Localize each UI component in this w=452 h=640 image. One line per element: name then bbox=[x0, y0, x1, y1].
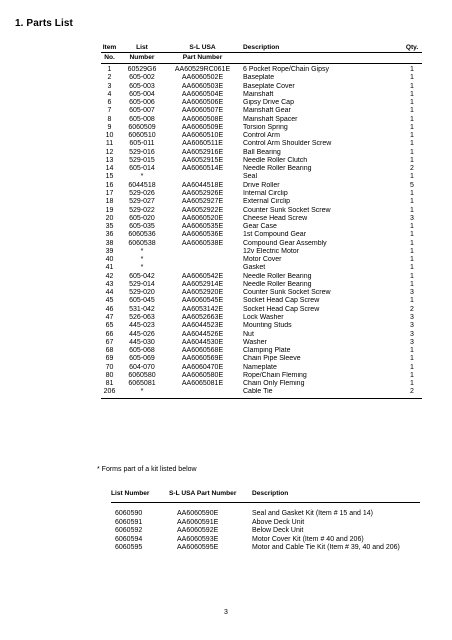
cell-description: Gasket bbox=[243, 264, 266, 272]
cell-item-no: 20 bbox=[105, 214, 114, 222]
cell-item-no: 39 bbox=[105, 247, 114, 255]
cell-slusa-part: AA6060536E bbox=[181, 231, 224, 239]
cell-qty: 1 bbox=[410, 256, 414, 264]
kit-header-description: Description bbox=[252, 490, 420, 503]
cell-list-number: 605-069 bbox=[129, 355, 155, 363]
cell-list-number: 605-008 bbox=[129, 115, 155, 123]
cell-slusa-part: AA6052927E bbox=[181, 198, 224, 206]
table-row bbox=[101, 190, 422, 198]
cell-slusa-part: AA6053142E bbox=[181, 305, 224, 313]
cell-item-no: 4 bbox=[107, 90, 112, 98]
cell-qty: 5 bbox=[410, 181, 414, 189]
cell-list-number: 529-016 bbox=[129, 148, 155, 156]
table-row bbox=[101, 91, 422, 99]
cell-description: Baseplate Cover bbox=[243, 82, 295, 90]
cell-list-number: 529-022 bbox=[129, 206, 155, 214]
table-row bbox=[111, 527, 420, 535]
cell-qty: 1 bbox=[410, 264, 414, 272]
cell-item-no: 69 bbox=[105, 355, 114, 363]
table-row bbox=[101, 116, 422, 124]
cell-item-no: 42 bbox=[105, 272, 114, 280]
kit-cell-list-number: 6060591 bbox=[115, 518, 143, 526]
cell-item-no: 12 bbox=[105, 148, 114, 156]
cell-item-no: 19 bbox=[105, 206, 114, 214]
table-row bbox=[101, 372, 422, 380]
cell-description: Lock Washer bbox=[243, 313, 284, 321]
table-row bbox=[101, 331, 422, 339]
cell-list-number: 529-027 bbox=[129, 198, 155, 206]
cell-slusa-part: AA60529RC061E bbox=[174, 66, 231, 73]
cell-slusa-part: AA6052914E bbox=[181, 280, 224, 288]
cell-qty: 3 bbox=[410, 338, 414, 346]
kit-cell-list-number: 6060595 bbox=[115, 544, 143, 552]
kit-cell-list-number: 6060590 bbox=[115, 510, 143, 518]
cell-list-number: * bbox=[140, 388, 144, 396]
cell-description: Nameplate bbox=[243, 363, 277, 371]
table-row bbox=[101, 306, 422, 314]
cell-item-no: 47 bbox=[105, 313, 114, 321]
table-row bbox=[101, 132, 422, 140]
cell-list-number: 6060538 bbox=[128, 239, 156, 247]
kit-cell-slusa-part: AA6060591E bbox=[177, 518, 219, 526]
kit-cell-description: Above Deck Unit bbox=[252, 518, 305, 526]
cell-item-no: 2 bbox=[107, 74, 112, 82]
table-row bbox=[101, 198, 422, 206]
cell-slusa-part bbox=[166, 388, 239, 398]
cell-item-no: 6 bbox=[107, 99, 112, 107]
cell-slusa-part: AA6060509E bbox=[181, 123, 224, 131]
table-row bbox=[101, 297, 422, 305]
cell-list-number: * bbox=[140, 173, 144, 181]
cell-item-no: 43 bbox=[105, 280, 114, 288]
cell-slusa-part: AA6060569E bbox=[181, 355, 224, 363]
cell-item-no: 45 bbox=[105, 297, 114, 305]
cell-slusa-part: AA6060580E bbox=[181, 371, 224, 379]
cell-slusa-part: AA6052926E bbox=[181, 189, 224, 197]
cell-item-no: 13 bbox=[105, 156, 114, 164]
cell-slusa-part: AA6060506E bbox=[181, 99, 224, 107]
table-row bbox=[101, 124, 422, 132]
cell-slusa-part: AA6044526E bbox=[181, 330, 224, 338]
table-row bbox=[101, 182, 422, 190]
cell-item-no: 17 bbox=[105, 189, 114, 197]
cell-slusa-part: AA6060503E bbox=[181, 82, 224, 90]
cell-item-no: 206 bbox=[103, 388, 116, 396]
cell-slusa-part: AA6060535E bbox=[181, 223, 224, 231]
cell-list-number: 605-014 bbox=[129, 165, 155, 173]
cell-list-number: 445-026 bbox=[129, 330, 155, 338]
cell-qty: 2 bbox=[410, 165, 414, 173]
cell-description: Gipsy Drive Cap bbox=[243, 99, 294, 107]
cell-slusa-part: AA6044518E bbox=[181, 181, 224, 189]
cell-slusa-part bbox=[166, 248, 239, 256]
cell-list-number: 529-015 bbox=[129, 156, 155, 164]
cell-list-number: * bbox=[140, 247, 144, 255]
cell-qty: 1 bbox=[410, 66, 414, 73]
header-qty-sub bbox=[402, 53, 422, 64]
cell-item-no: 9 bbox=[107, 123, 112, 131]
kit-cell-slusa-part: AA6060590E bbox=[177, 510, 219, 518]
table-row bbox=[101, 64, 422, 75]
cell-slusa-part: AA6060538E bbox=[181, 239, 224, 247]
cell-description: Control Arm Shoulder Screw bbox=[243, 140, 332, 148]
cell-description: Needle Roller Bearing bbox=[243, 272, 312, 280]
table-row bbox=[111, 536, 420, 544]
table-row bbox=[111, 519, 420, 527]
cell-list-number: 6060509 bbox=[128, 123, 156, 131]
cell-qty: 1 bbox=[410, 148, 414, 156]
cell-list-number: 604-070 bbox=[129, 363, 155, 371]
cell-item-no: 8 bbox=[107, 115, 112, 123]
cell-qty: 1 bbox=[410, 90, 414, 98]
cell-list-number: 605-042 bbox=[129, 272, 155, 280]
cell-qty: 1 bbox=[410, 280, 414, 288]
cell-description: Motor Cover bbox=[243, 256, 282, 264]
page-number: 3 bbox=[224, 609, 228, 616]
table-row bbox=[101, 140, 422, 148]
table-row bbox=[101, 364, 422, 372]
header-description: Description bbox=[239, 43, 402, 53]
cell-description: Mainshaft Spacer bbox=[243, 115, 298, 123]
cell-item-no: 46 bbox=[105, 305, 114, 313]
table-row bbox=[101, 264, 422, 272]
cell-slusa-part bbox=[166, 173, 239, 181]
cell-qty: 1 bbox=[410, 132, 414, 140]
cell-description: Socket Head Cap Screw bbox=[243, 297, 320, 305]
cell-list-number: 526-063 bbox=[129, 313, 155, 321]
cell-item-no: 14 bbox=[105, 165, 114, 173]
table-row bbox=[111, 544, 420, 552]
kit-header-list: List Number bbox=[111, 490, 169, 503]
table-row bbox=[101, 149, 422, 157]
cell-qty: 1 bbox=[410, 82, 414, 90]
cell-slusa-part: AA6060470E bbox=[181, 363, 224, 371]
cell-qty: 2 bbox=[410, 388, 414, 396]
cell-description: Gear Case bbox=[243, 223, 277, 231]
cell-list-number: * bbox=[140, 256, 144, 264]
cell-item-no: 15 bbox=[105, 173, 114, 181]
cell-item-no: 66 bbox=[105, 330, 114, 338]
table-row bbox=[101, 240, 422, 248]
cell-list-number: 605-035 bbox=[129, 223, 155, 231]
cell-description: 1st Compound Gear bbox=[243, 231, 307, 239]
cell-description: Control Arm bbox=[243, 132, 280, 140]
header-description-sub bbox=[239, 53, 402, 64]
cell-slusa-part: AA6065081E bbox=[181, 380, 224, 388]
header-list: List bbox=[118, 43, 166, 53]
cell-qty: 1 bbox=[410, 115, 414, 123]
table-row bbox=[101, 74, 422, 82]
table-row bbox=[101, 248, 422, 256]
cell-description: Needle Roller Bearing bbox=[243, 280, 312, 288]
cell-qty: 3 bbox=[410, 214, 414, 222]
cell-description: 6 Pocket Rope/Chain Gipsy bbox=[243, 66, 329, 73]
table-row bbox=[101, 173, 422, 181]
cell-qty: 1 bbox=[410, 380, 414, 388]
kit-cell-description: Motor and Cable Tie Kit (Item # 39, 40 and 206) bbox=[252, 544, 400, 552]
cell-description: Chain Only Fleming bbox=[243, 380, 305, 388]
cell-list-number: 605-068 bbox=[129, 347, 155, 355]
cell-qty: 3 bbox=[410, 289, 414, 297]
cell-list-number: 445-030 bbox=[129, 338, 155, 346]
cell-qty: 1 bbox=[410, 355, 414, 363]
cell-item-no: 35 bbox=[105, 223, 114, 231]
cell-list-number: 605-007 bbox=[129, 107, 155, 115]
cell-qty: 1 bbox=[410, 272, 414, 280]
kit-cell-description: Seal and Gasket Kit (Item # 15 and 14) bbox=[252, 510, 374, 518]
cell-list-number: 6060580 bbox=[128, 371, 156, 379]
cell-slusa-part: AA6060502E bbox=[181, 74, 224, 82]
cell-list-number: 605-045 bbox=[129, 297, 155, 305]
cell-item-no: 41 bbox=[105, 264, 114, 272]
cell-description: Socket Head Cap Screw bbox=[243, 305, 320, 313]
cell-qty: 1 bbox=[410, 107, 414, 115]
table-row bbox=[101, 223, 422, 231]
cell-list-number: 605-020 bbox=[129, 214, 155, 222]
cell-list-number: 605-011 bbox=[129, 140, 155, 148]
header-slusa-sub: Part Number bbox=[166, 53, 239, 64]
cell-qty: 1 bbox=[410, 223, 414, 231]
cell-list-number: * bbox=[140, 264, 144, 272]
cell-qty: 1 bbox=[410, 206, 414, 214]
section-heading: 1. Parts List bbox=[15, 18, 73, 29]
cell-item-no: 16 bbox=[105, 181, 114, 189]
table-row bbox=[101, 322, 422, 330]
table-row bbox=[101, 207, 422, 215]
cell-list-number: 605-006 bbox=[129, 99, 155, 107]
cell-list-number: 605-004 bbox=[129, 90, 155, 98]
table-row bbox=[101, 380, 422, 388]
cell-list-number: 60529G6 bbox=[127, 66, 157, 73]
cell-qty: 1 bbox=[410, 239, 414, 247]
cell-qty: 1 bbox=[410, 74, 414, 82]
kit-cell-slusa-part: AA6060593E bbox=[177, 535, 219, 543]
cell-list-number: 6060510 bbox=[128, 132, 156, 140]
cell-qty: 3 bbox=[410, 313, 414, 321]
cell-description: Internal Circlip bbox=[243, 189, 288, 197]
cell-qty: 1 bbox=[410, 140, 414, 148]
cell-description: Ball Bearing bbox=[243, 148, 281, 156]
cell-description: Needle Roller Bearing bbox=[243, 165, 312, 173]
cell-slusa-part: AA6052920E bbox=[181, 289, 224, 297]
cell-description: Torsion Spring bbox=[243, 123, 288, 131]
kit-cell-description: Below Deck Unit bbox=[252, 527, 304, 535]
kit-cell-description: Motor Cover Kit (Item # 40 and 206) bbox=[252, 535, 364, 543]
cell-slusa-part: AA6060508E bbox=[181, 115, 224, 123]
table-row bbox=[101, 165, 422, 173]
table-row bbox=[101, 107, 422, 115]
cell-slusa-part: AA6052915E bbox=[181, 156, 224, 164]
cell-description: Drive Roller bbox=[243, 181, 280, 189]
table-row bbox=[101, 281, 422, 289]
cell-list-number: 529-020 bbox=[129, 289, 155, 297]
table-row bbox=[101, 347, 422, 355]
cell-qty: 1 bbox=[410, 363, 414, 371]
kit-cell-slusa-part: AA6060592E bbox=[177, 527, 219, 535]
table-row bbox=[101, 231, 422, 239]
cell-list-number: 531-042 bbox=[129, 305, 155, 313]
cell-qty: 3 bbox=[410, 330, 414, 338]
cell-description: Mounting Studs bbox=[243, 322, 292, 330]
cell-item-no: 7 bbox=[107, 107, 112, 115]
cell-description: Counter Sunk Socket Screw bbox=[243, 206, 331, 214]
cell-item-no: 44 bbox=[105, 289, 114, 297]
cell-item-no: 18 bbox=[105, 198, 114, 206]
header-list-sub: Number bbox=[118, 53, 166, 64]
table-row bbox=[101, 289, 422, 297]
cell-description: External Circlip bbox=[243, 198, 291, 206]
cell-qty: 1 bbox=[410, 123, 414, 131]
cell-description: Counter Sunk Socket Screw bbox=[243, 289, 331, 297]
table-row bbox=[101, 314, 422, 322]
cell-slusa-part: AA6052663E bbox=[181, 313, 224, 321]
table-row bbox=[101, 355, 422, 363]
cell-description: Needle Roller Clutch bbox=[243, 156, 308, 164]
cell-qty: 3 bbox=[410, 322, 414, 330]
cell-description: Baseplate bbox=[243, 74, 275, 82]
cell-item-no: 3 bbox=[107, 82, 112, 90]
cell-description: Chain Pipe Sleeve bbox=[243, 355, 301, 363]
cell-slusa-part: AA6044523E bbox=[181, 322, 224, 330]
table-row bbox=[101, 157, 422, 165]
cell-list-number: 529-026 bbox=[129, 189, 155, 197]
cell-slusa-part: AA6060545E bbox=[181, 297, 224, 305]
cell-qty: 1 bbox=[410, 173, 414, 181]
cell-list-number: 6060536 bbox=[128, 231, 156, 239]
cell-item-no: 68 bbox=[105, 347, 114, 355]
table-row bbox=[101, 388, 422, 398]
cell-list-number: 6044518 bbox=[128, 181, 156, 189]
cell-item-no: 10 bbox=[105, 132, 114, 140]
cell-item-no: 38 bbox=[105, 239, 114, 247]
kit-header-slusa: S-L USA Part Number bbox=[169, 490, 252, 503]
kit-footnote: * Forms part of a kit listed below bbox=[97, 466, 197, 473]
kit-table-body bbox=[111, 503, 420, 553]
cell-slusa-part: AA6060542E bbox=[181, 272, 224, 280]
cell-description: Washer bbox=[243, 338, 267, 346]
cell-slusa-part bbox=[166, 256, 239, 264]
table-row bbox=[101, 273, 422, 281]
header-item-sub: No. bbox=[101, 53, 118, 64]
cell-description: 12v Electric Motor bbox=[243, 247, 300, 255]
cell-slusa-part: AA6060568E bbox=[181, 347, 224, 355]
cell-item-no: 67 bbox=[105, 338, 114, 346]
cell-description: Compound Gear Assembly bbox=[243, 239, 327, 247]
cell-description: Seal bbox=[243, 173, 258, 181]
table-row bbox=[101, 99, 422, 107]
kit-cell-list-number: 6060594 bbox=[115, 535, 143, 543]
cell-item-no: 1 bbox=[107, 66, 112, 73]
cell-item-no: 65 bbox=[105, 322, 114, 330]
cell-qty: 1 bbox=[410, 297, 414, 305]
cell-description: Mainshaft bbox=[243, 90, 274, 98]
cell-qty: 1 bbox=[410, 371, 414, 379]
cell-slusa-part: AA6060520E bbox=[181, 214, 224, 222]
kit-list-table bbox=[111, 490, 420, 552]
cell-slusa-part: AA6060504E bbox=[181, 90, 224, 98]
cell-slusa-part: AA6052922E bbox=[181, 206, 224, 214]
cell-item-no: 80 bbox=[105, 371, 114, 379]
kit-cell-list-number: 6060592 bbox=[115, 527, 143, 535]
header-item: Item bbox=[102, 44, 117, 51]
cell-item-no: 40 bbox=[105, 256, 114, 264]
cell-list-number: 6065081 bbox=[128, 380, 156, 388]
cell-slusa-part: AA6052916E bbox=[181, 148, 224, 156]
cell-description: Mainshaft Gear bbox=[243, 107, 291, 115]
parts-table-body bbox=[101, 64, 422, 399]
table-row bbox=[101, 83, 422, 91]
cell-description: Cable Tie bbox=[243, 388, 273, 396]
cell-slusa-part: AA6044530E bbox=[181, 338, 224, 346]
cell-slusa-part bbox=[166, 264, 239, 272]
parts-list-table bbox=[101, 43, 422, 399]
cell-description: Rope/Chain Fleming bbox=[243, 371, 307, 379]
table-row bbox=[101, 339, 422, 347]
cell-qty: 2 bbox=[410, 305, 414, 313]
kit-cell-slusa-part: AA6060595E bbox=[177, 544, 219, 552]
cell-list-number: 605-002 bbox=[129, 74, 155, 82]
cell-description: Cheese Head Screw bbox=[243, 214, 308, 222]
cell-qty: 1 bbox=[410, 231, 414, 239]
cell-qty: 1 bbox=[410, 347, 414, 355]
cell-slusa-part: AA6060514E bbox=[181, 165, 224, 173]
cell-item-no: 70 bbox=[105, 363, 114, 371]
header-qty: Qty. bbox=[402, 43, 422, 53]
cell-item-no: 11 bbox=[105, 140, 114, 148]
cell-qty: 1 bbox=[410, 99, 414, 107]
cell-list-number: 529-014 bbox=[129, 280, 155, 288]
cell-item-no: 81 bbox=[105, 380, 114, 388]
table-row bbox=[111, 503, 420, 519]
cell-qty: 1 bbox=[410, 247, 414, 255]
cell-item-no: 36 bbox=[105, 231, 114, 239]
cell-qty: 1 bbox=[410, 198, 414, 206]
cell-list-number: 605-003 bbox=[129, 82, 155, 90]
cell-slusa-part: AA6060507E bbox=[181, 107, 224, 115]
cell-slusa-part: AA6060511E bbox=[182, 140, 223, 148]
cell-slusa-part: AA6060510E bbox=[181, 132, 224, 140]
cell-description: Clamping Plate bbox=[243, 347, 291, 355]
cell-qty: 1 bbox=[410, 189, 414, 197]
header-slusa: S-L USA bbox=[166, 43, 239, 53]
table-row bbox=[101, 256, 422, 264]
cell-qty: 1 bbox=[410, 156, 414, 164]
cell-list-number: 445-023 bbox=[129, 322, 155, 330]
cell-description: Nut bbox=[243, 330, 254, 338]
table-row bbox=[101, 215, 422, 223]
